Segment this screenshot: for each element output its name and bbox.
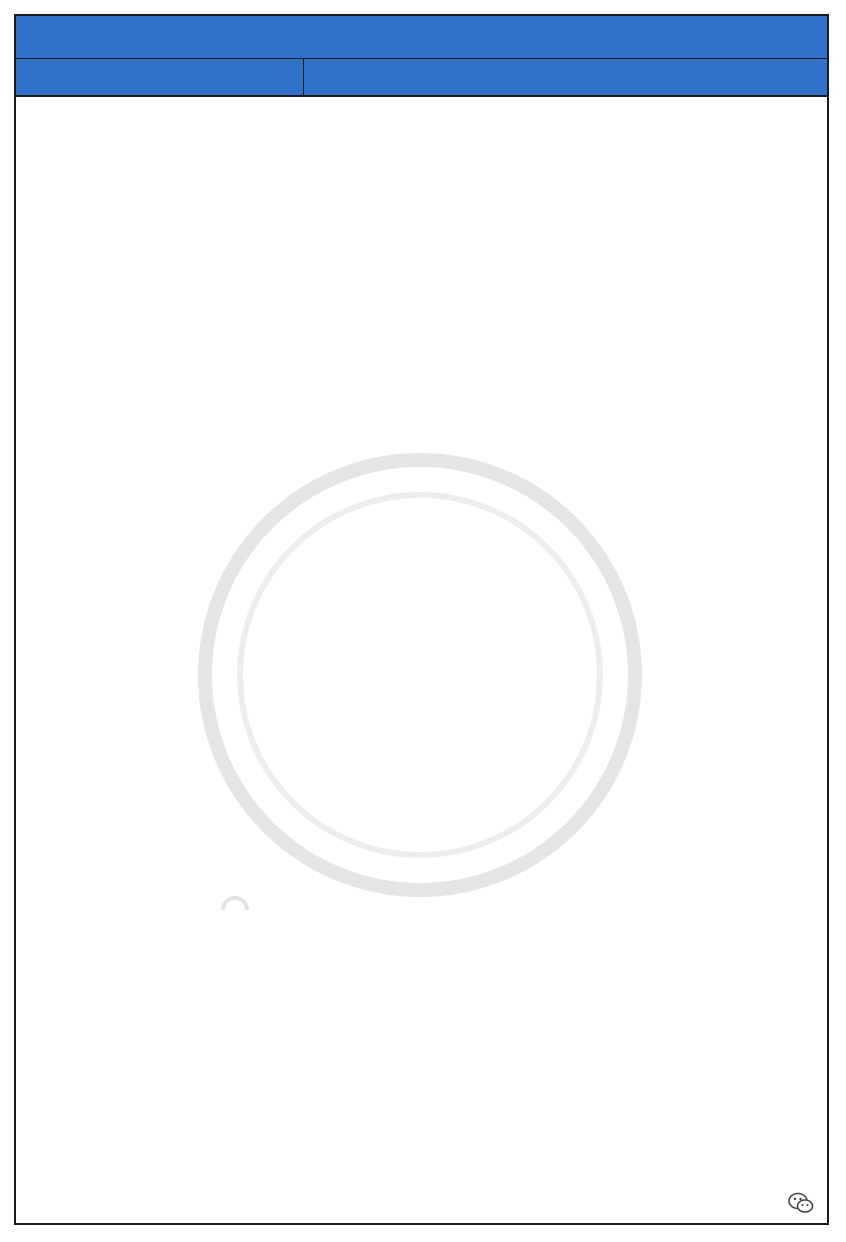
wechat-icon: [788, 1192, 814, 1214]
schedule-table: [14, 14, 829, 1225]
table-title: [16, 16, 827, 59]
brand-footer: [788, 1192, 820, 1214]
column-header-time: [16, 59, 304, 97]
column-header-work: [304, 59, 827, 97]
